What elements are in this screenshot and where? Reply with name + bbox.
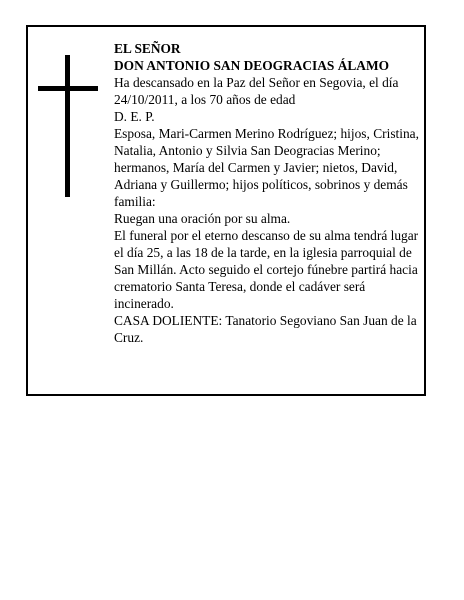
cross-icon (38, 55, 98, 197)
title-line-1: EL SEÑOR (114, 41, 181, 56)
cross-vertical-bar (65, 55, 70, 197)
death-statement: Ha descansado en la Paz del Señor en Segovia, el día 24/10/2011, a los 70 años de edad (114, 75, 399, 107)
family-list: Esposa, Mari-Carmen Merino Rodríguez; hijos, Cristina, Natalia, Antonio y Silvia San Deogracias Merino; hermanos, María del Carmen y Javier; nietos, David, Adriana y Guillermo; hijos políticos, sobrinos y demás familia: (114, 126, 419, 209)
deceased-name: DON ANTONIO SAN DEOGRACIAS ÁLAMO (114, 58, 390, 73)
cross-horizontal-bar (38, 86, 98, 91)
rip-text: D. E. P. (114, 109, 155, 124)
funeral-info: El funeral por el eterno descanso de su alma tendrá lugar el día 25, a las 18 de la tarde, en la iglesia parroquial de San Millán. Acto seguido el cortejo fúnebre partirá hacia crematorio Santa Teresa, donde el cadáver será incinerado. (114, 228, 419, 311)
mourning-house: CASA DOLIENTE: Tanatorio Segoviano San Juan de la Cruz. (114, 313, 417, 345)
notice-text (114, 40, 420, 346)
obituary-notice (26, 25, 426, 396)
prayer-request: Ruegan una oración por su alma. (114, 211, 291, 226)
